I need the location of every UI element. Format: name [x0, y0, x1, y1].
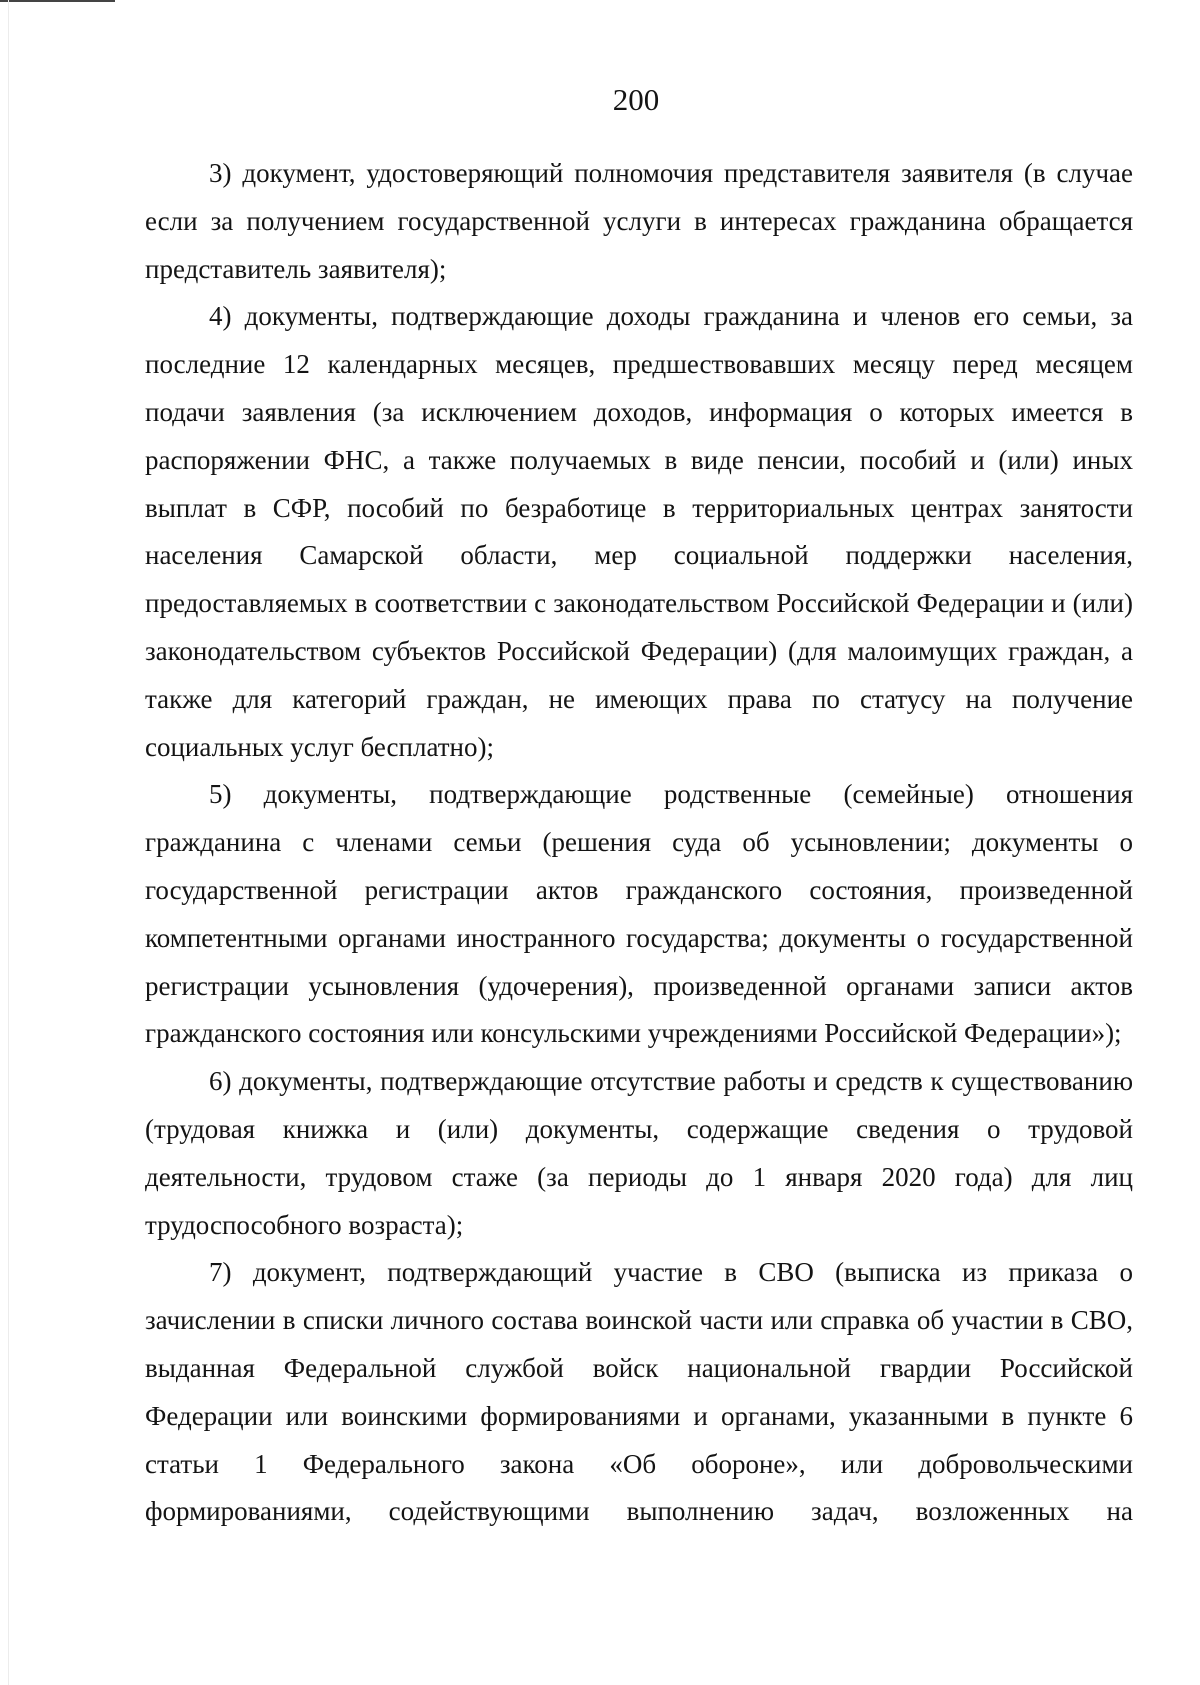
scan-binding-line [8, 0, 9, 1685]
list-item-3-paragraph: 3) документ, удостоверяющий полномочия представителя заявителя (в случае если за получением государственной услуги в интересах гражданина обращается представитель заявителя); [145, 158, 1133, 284]
list-item-4-paragraph: 4) документы, подтверждающие доходы гражданина и членов его семьи, за последние 12 календарных месяцев, предшествовавших месяцу перед месяцем подачи заявления (за исключением доходов, информация о которых имеется в распоряжении ФНС, а также получаемых в виде пенсии, пособий и (или) иных выплат в СФР, пособий по безработице в территориальных центрах занятости населения Самарской области, мер социальной поддержки населения, предоставляемых в соответствии с законодательством Российской Федерации и (или) законодательством субъектов Российской Федерации) (для малоимущих граждан, а также для категорий граждан, не имеющих права по статусу на получение социальных услуг бесплатно); [145, 301, 1133, 762]
scan-edge-mark [0, 0, 115, 2]
page-number: 200 [612, 82, 660, 117]
list-item-7-paragraph: 7) документ, подтверждающий участие в СВО (выписка из приказа о зачислении в списки личного состава воинской части или справка об участии в СВО, выданная Федеральной службой войск национальной гвардии Российской Федерации или воинскими формированиями и органами, указанными в пункте 6 статьи 1 Федерального закона «Об обороне», или добровольческими формированиями, содействующими выполнению задач, возложенных на [145, 1257, 1133, 1527]
list-item-5-paragraph: 5) документы, подтверждающие родственные (семейные) отношения гражданина с членами семьи (решения суда об усыновлении; документы о государственной регистрации актов гражданского состояния, произведенной компетентными органами иностранного государства; документы о государственной регистрации усыновления (удочерения), произведенной органами записи актов гражданского состояния или консульскими учреждениями Российской Федерации»); [145, 779, 1133, 1049]
document-body [145, 150, 1133, 1536]
list-item-6-paragraph: 6) документы, подтверждающие отсутствие работы и средств к существованию (трудовая книжка и (или) документы, содержащие сведения о трудовой деятельности, трудовом стаже (за периоды до 1 января 2020 года) для лиц трудоспособного возраста); [145, 1066, 1133, 1240]
